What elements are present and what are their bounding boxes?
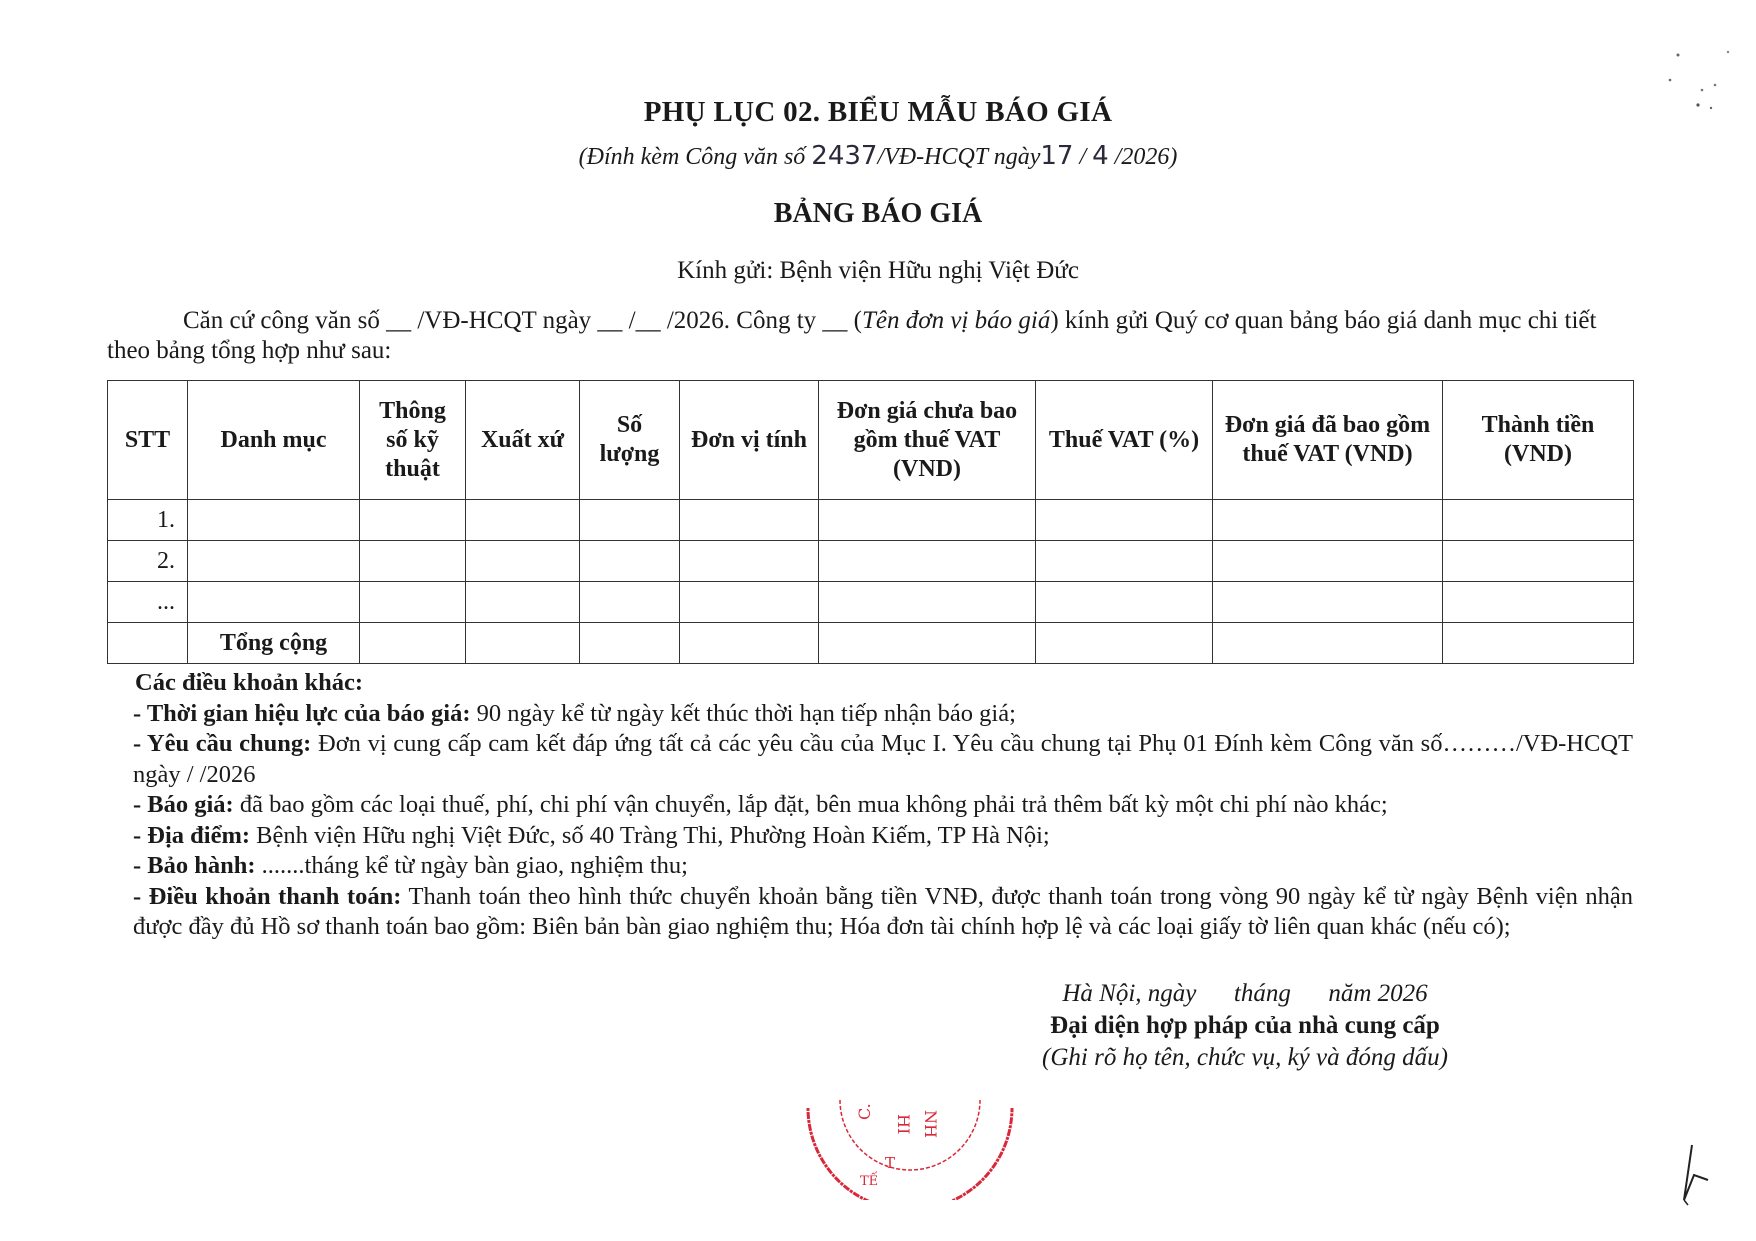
term-warranty-label: - Bảo hành: (133, 852, 256, 879)
table-cell (819, 623, 1036, 664)
term-payment-text: Thanh toán theo hình thức chuyển khoản bằng tiền VNĐ, được thanh toán trong vòng 90 ngày kể từ ngày Bệnh viện nhận được đầy đủ Hồ sơ thanh toán bao gồm: Biên bản bàn giao nghiệm thu; Hóa đơn tài chính hợp lệ và các loại giấy tờ liên quan khác (nếu có); (133, 882, 1633, 940)
table-cell (360, 582, 466, 623)
term-price-label: - Báo giá: (133, 791, 234, 818)
term-validity-label: - Thời gian hiệu lực của báo giá: (133, 699, 471, 727)
table-cell (1213, 623, 1443, 664)
table-total-row (108, 623, 1634, 664)
table-cell (1213, 500, 1443, 541)
handwritten-doc-number: 2437 (811, 141, 878, 171)
table-cell (1036, 582, 1213, 623)
row-stt: 2. (108, 541, 188, 582)
svg-text:HI: HI (894, 1114, 913, 1135)
col-header-amount: Thành tiền (VND) (1443, 381, 1634, 500)
term-general (133, 729, 1633, 790)
attachment-prefix: (Đính kèm Công văn số (578, 144, 812, 170)
term-general-label: - Yêu cầu chung: (133, 730, 312, 757)
table-cell (360, 541, 466, 582)
table-cell (1036, 500, 1213, 541)
table-cell (580, 623, 680, 664)
table-row (108, 582, 1634, 623)
term-validity (133, 699, 1633, 730)
attachment-sep: / (1073, 144, 1093, 170)
table-row (108, 541, 1634, 582)
col-header-price-excl-vat: Đơn giá chưa bao gồm thuế VAT (VND) (819, 381, 1036, 500)
attachment-suffix: /2026) (1108, 144, 1178, 170)
table-cell (819, 500, 1036, 541)
table-cell (1443, 541, 1634, 582)
col-header-specs: Thông số kỹ thuật (360, 381, 466, 500)
recipient-line: Kính gửi: Bệnh viện Hữu nghị Việt Đức (677, 257, 1079, 284)
total-label: Tổng cộng (188, 623, 360, 664)
term-price-text: đã bao gồm các loại thuế, phí, chi phí vận chuyển, lắp đặt, bên mua không phải trả thêm bất kỳ một chi phí nào khác; (233, 791, 1388, 818)
svg-text:NH: NH (921, 1110, 940, 1138)
signature-date-line: Hà Nội, ngày tháng năm 2026 (1062, 980, 1428, 1007)
table-cell (188, 500, 360, 541)
attachment-mid: /VĐ-HCQT ngày (877, 144, 1041, 170)
term-price (133, 790, 1633, 821)
term-general-text: Đơn vị cung cấp cam kết đáp ứng tất cả các yêu cầu của Mục I. Yêu cầu chung tại Phụ 01 Đính kèm Công văn số………/VĐ-HCQT ngày / /2026 (133, 730, 1633, 788)
term-warranty-text: .......tháng kể từ ngày bàn giao, nghiệm thu; (255, 852, 688, 879)
table-cell (1213, 541, 1443, 582)
table-cell (819, 582, 1036, 623)
term-warranty (133, 851, 1633, 882)
document-heading: BẢNG BÁO GIÁ (773, 198, 983, 229)
term-location (133, 821, 1633, 852)
table-header-row (108, 381, 1634, 500)
handwritten-day: 17 (1040, 141, 1074, 171)
table-cell (1036, 541, 1213, 582)
intro-company-placeholder: Tên đơn vị báo giá (862, 307, 1051, 334)
table-cell (680, 500, 819, 541)
table-cell (360, 500, 466, 541)
signature-note: (Ghi rõ họ tên, chức vụ, ký và đóng dấu) (1042, 1044, 1448, 1071)
row-stt: 1. (108, 500, 188, 541)
table-cell (580, 500, 680, 541)
table-cell (466, 623, 580, 664)
table-row (108, 500, 1634, 541)
term-payment (133, 882, 1633, 943)
table-cell (466, 541, 580, 582)
terms-heading: Các điều khoản khác: (135, 669, 364, 696)
red-seal-stamp (800, 1090, 1020, 1205)
term-location-text: Bệnh viện Hữu nghị Việt Đức, số 40 Tràng Thi, Phường Hoàn Kiếm, TP Hà Nội; (250, 821, 1050, 849)
initial-signature-mark (1680, 1140, 1720, 1215)
svg-text:C.: C. (855, 1103, 874, 1120)
table-cell (1443, 500, 1634, 541)
col-header-origin: Xuất xứ (466, 381, 580, 500)
table-cell (1036, 623, 1213, 664)
table-cell (680, 541, 819, 582)
term-payment-label: - Điều khoản thanh toán: (133, 882, 402, 910)
table-cell (680, 623, 819, 664)
table-cell (1213, 582, 1443, 623)
svg-text:T: T (885, 1154, 896, 1172)
attachment-reference (0, 141, 1756, 171)
appendix-title: PHỤ LỤC 02. BIỂU MẪU BÁO GIÁ (643, 96, 1113, 128)
table-cell (188, 582, 360, 623)
table-cell (360, 623, 466, 664)
intro-text-b: ) kính gửi Quý cơ quan bảng báo giá danh mục chi tiết theo bảng tổng hợp như sau: (107, 307, 1597, 364)
table-cell (680, 582, 819, 623)
handwritten-month: 4 (1092, 141, 1109, 171)
table-cell (819, 541, 1036, 582)
col-header-unit: Đơn vị tính (680, 381, 819, 500)
table-cell (1443, 582, 1634, 623)
col-header-price-incl-vat: Đơn giá đã bao gồm thuế VAT (VND) (1213, 381, 1443, 500)
quotation-table (107, 380, 1634, 664)
table-cell (580, 582, 680, 623)
col-header-stt: STT (108, 381, 188, 500)
table-cell (580, 541, 680, 582)
table-cell (466, 582, 580, 623)
term-validity-text: 90 ngày kể từ ngày kết thúc thời hạn tiếp nhận báo giá; (470, 699, 1016, 727)
signature-role: Đại diện hợp pháp của nhà cung cấp (1050, 1012, 1440, 1039)
table-cell (188, 541, 360, 582)
row-stt: ... (108, 582, 188, 623)
col-header-item: Danh mục (188, 381, 360, 500)
table-cell (108, 623, 188, 664)
col-header-quantity: Số lượng (580, 381, 680, 500)
svg-text:TẾ: TẾ (860, 1174, 879, 1189)
col-header-vat: Thuế VAT (%) (1036, 381, 1213, 500)
term-location-label: - Địa điểm: (133, 821, 251, 849)
other-terms (133, 668, 1633, 943)
intro-text-a: Căn cứ công văn số __ /VĐ-HCQT ngày __ /__ /2026. Công ty __ ( (183, 307, 863, 334)
intro-paragraph (107, 306, 1627, 366)
table-cell (1443, 623, 1634, 664)
table-cell (466, 500, 580, 541)
